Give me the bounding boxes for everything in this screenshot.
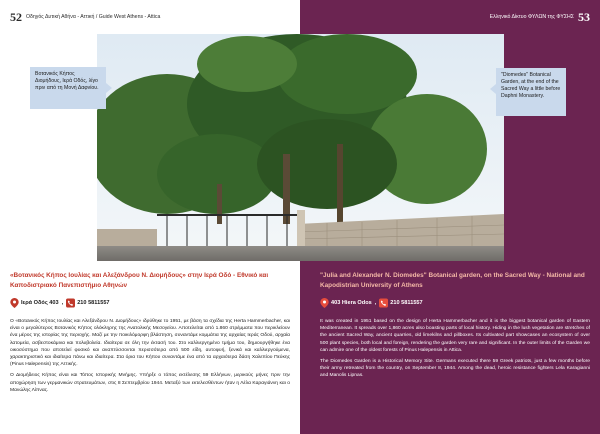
right-body-text: [320, 318, 590, 384]
left-body-text: [10, 318, 290, 398]
phone-icon: [379, 298, 388, 308]
right-running-header: [490, 10, 590, 24]
garden-photo-illustration: [97, 34, 504, 261]
left-paragraph-1: Ο «Βοτανικός Κήπος Ιουλίας και Αλεξάνδρου Ν. Διομήδους» ιδρύθηκε το 1951, με βάση τα σχέδια της Herta Hammerbacher, και είναι ο μεγαλύτερος Βοτανικός Κήπος ολόκληρης της Ανατολικής Μεσογείου. Αποτελείται από 1.860 στρέμματα που περικλείουν ένα μέρος της ιστορίας της περιοχής. Μαζί με την ποικιλόμορφη βλάστηση, συναντάμε κομμάτια της αρχαίας Ιεράς Οδού, αρχαία λατομεία, ασβεστοκάμινα και πολυβολεία. Ιδιαίτερα σε όλη την έκτασή του. Στο καλλιεργημένο τμήμα του, δημιουργήθηκε ένα οικοσύστημα που αποτελεί φυσικό και αναπτύσσονται περισσότερα από 500 είδη, αυτοφυή, ξενικά και καλλιεργούμενα, χαρακτηριστικό και ιδιαίτερα πάνω και ιδιαίτερα. Στα όρια του Κήπου συναντάμε ένα από τα αρχαιότερα δάση Χαλεπίου Πεύκης (Pinus Halepensis) της Αττικής.: [10, 319, 290, 368]
location-pin-icon: [320, 298, 329, 308]
garden-entrance-photo: [97, 34, 504, 261]
right-page-number: 53: [578, 9, 590, 24]
right-address: 403 Hiera Odos: [331, 300, 372, 306]
address-separator: ,: [61, 300, 64, 306]
right-paragraph-1: It was created in 1951 based on the design of Herta Hammerbacher and it is the biggest botanical garden of Eastern Mediterranean. It spreads over 1,860 acres also boasting parts of local history. Hiding in the lush vegetation are stretches of the ancient Sacred Way, ancient quarries, old limekilns and pillboxes. Its cultivated part showcases an ecosystem of over 500 plant species, both local and foreign, rendering the garden very rare and significant. In the outer limits of the Garden we can admire one of the oldest forests of Pinus Halepensis in Attica.: [320, 319, 590, 353]
left-header-text: Οδηγός Δυτική Αθήνα - Αττική / Guide West Athens - Attica: [26, 14, 161, 20]
address-separator: ,: [374, 300, 377, 306]
right-phone: 210 5811557: [390, 300, 423, 306]
left-phone: 210 5811557: [77, 300, 110, 306]
left-address-line: [10, 298, 110, 308]
left-page-number: 52: [10, 9, 22, 24]
left-photo-callout: Βοτανικός Κήπος Διομήδους, Ιερά Οδός, λίγο πριν από τη Μονή Δαφνίου.: [30, 67, 106, 109]
right-photo-callout: "Diomedes" Botanical Garden, at the end of the Sacred Way a little before Daphni Monastery.: [496, 68, 566, 116]
left-running-header: [10, 10, 160, 24]
location-pin-icon: [10, 298, 19, 308]
left-paragraph-2: Ο Διομήδειος Κήπος είναι και Τόπος Ιστορικής Μνήμης. Υπήρξε ο τόπος εκτέλεσης 59 Ελλήνων, μερικούς μήνες πριν την αποχώρηση των γερμανικών στρατευμάτων, στις 8 Σεπτεμβρίου 1944. Μεταξύ των εκτελεσθέντων ήταν η Λέλα Καραγιάννη και ο Μανώλης Λίπνας.: [10, 373, 290, 393]
left-caption: «Βοτανικός Κήπος Ιουλίας και Αλεξάνδρου Ν. Διομήδους» στην Ιερά Οδό - Εθνικό και Καποδιστριακό Πανεπιστήμιο Αθηνών: [10, 272, 269, 289]
right-caption: "Julia and Alexander N. Diomedes" Botanical garden, on the Sacred Way - National and Kapodistrian University of Athens: [320, 272, 585, 289]
phone-icon: [66, 298, 75, 308]
right-header-text: Ελληνικό Δίκτυο ΦΥΛΩΝ της ΦΥΣΗΣ: [489, 14, 574, 20]
right-address-line: [320, 298, 423, 308]
left-address: Ιερά Οδός 403: [21, 300, 59, 306]
right-paragraph-2: The Diomedes Garden is a Historical Memory Site. Germans executed there 59 Greek patriots, just a few months before their army retreated from the country, on September 8, 1944. Among the dead, heroic resistance fighters Lela Karagianni and Manolis Lipnas.: [320, 359, 590, 379]
